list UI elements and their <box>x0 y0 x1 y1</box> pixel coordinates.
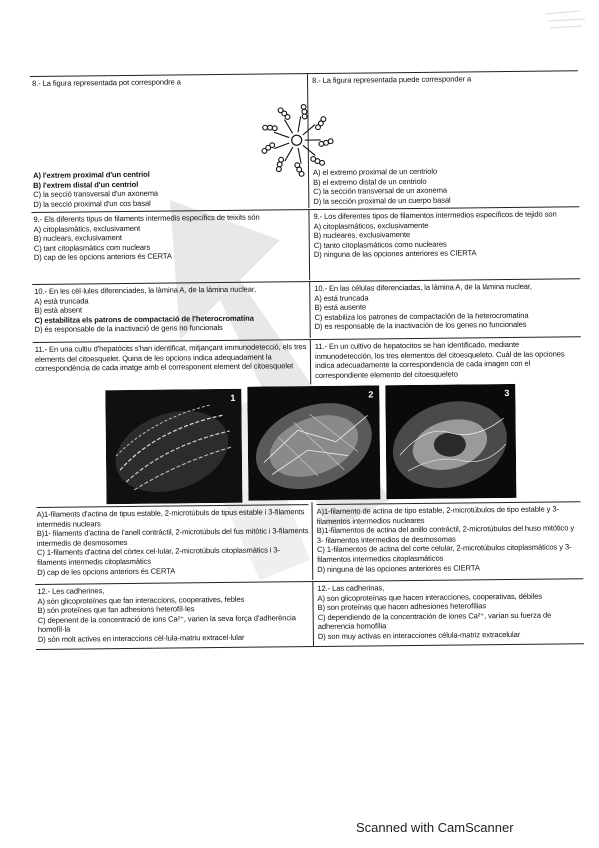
q8-right-stem: 8.- La figura representada puede corresponder a <box>312 74 472 86</box>
q8-left-options <box>33 168 305 209</box>
exam-sheet <box>30 70 584 650</box>
micrograph-2-label: 2 <box>368 389 374 400</box>
question-12-row <box>35 578 584 649</box>
q9-right-option-a: A) citoplasmáticos, exclusivamente <box>313 220 429 231</box>
q10-right-option-b: B) está ausente <box>314 302 367 313</box>
q12-right-option-b: B) son proteínas que hacen adhesiones heterofílias <box>317 601 487 613</box>
q11-right-option-d: D) ninguna de las opciones anteriores es CIERTA <box>317 562 480 574</box>
q9-left-option-c: C) tant citoplasmàtics com nuclears <box>33 242 151 253</box>
q10-left-option-c: C) estabilitza els patrons de compactació de l'heterocromatina <box>34 313 254 325</box>
q9-right <box>313 209 577 260</box>
triplet-microtubule <box>272 126 277 131</box>
q9-right-option-c: C) tanto citoplasmáticos como nucleares <box>313 239 447 250</box>
q11-right-stem: 11.- En un cultivo de hepatocitos se han identificado, mediante inmunodetección, los tres elementos del citoesqueleto. Cuál de las opciones indica adecuadamente la correspondencia de cada imagen con el correspondiente elemento del citoesqueleto <box>314 339 565 380</box>
q12-right-stem: 12.- Las cadherinas, <box>317 583 385 594</box>
q8-right-option-a: A) el extremo proximal de un centriolo <box>312 166 438 178</box>
q12-right <box>317 581 582 641</box>
camscanner-footer: Scanned with CamScanner <box>356 820 514 835</box>
column-divider <box>312 582 314 646</box>
q11-right-option-a: A)1-filamento de actina de tipo estable, 2-microtúbulos de tipo estable y 3-filamentos intermedios nucleares <box>316 504 559 526</box>
q8-left-option-a: A) l'extrem proximal d'un centriol <box>32 169 150 180</box>
q12-left-option-a: A) són glicoproteïnes que fan interaccions, cooperatives, febles <box>37 594 245 606</box>
q8-right-option-d: D) la sección proximal de un cuerpo basal <box>313 195 451 206</box>
centriole-spoke <box>303 145 315 155</box>
centriole-spoke <box>274 143 289 149</box>
q9-right-stem: 9.- Los diferentes tipos de filamentos intermedios específicos de tejido son <box>313 209 557 222</box>
q8-right-option-c: C) la sección transversal de un axonema <box>313 185 447 197</box>
q8-left-option-c: C) la secció transversal d'un axonema <box>33 188 159 200</box>
triplet-microtubule <box>263 125 268 130</box>
q8-left-option-b: B) l'extrem distal d'un centriol <box>33 179 139 190</box>
q12-right-option-d: D) son muy activas en interacciones célula-matriz extracelular <box>317 629 521 641</box>
q9-left-option-b: B) nuclears, exclusivament <box>33 233 122 244</box>
q11-left-option-a: A)1-filaments d'actina de tipus estable, 2-microtúbuls de tipus estable i 3-filaments intermedis nuclears <box>36 507 305 529</box>
q11-right-option-b: B)1-filamentos de actina del anillo contráctil, 2-microtúbulos del huso mitótico y 3- filamentos intermedios de desmosomas <box>316 523 575 545</box>
q12-right-option-c: C) dependiendo de la concentración de iones Ca²⁺, varían su fuerza de adherencia homofília <box>317 610 552 632</box>
q9-left-stem: 9.- Els diferents tipus de filaments intermedis específics de teixits són <box>33 212 260 224</box>
corner-scribble <box>540 6 590 36</box>
centriole-spoke <box>303 125 315 135</box>
triplet-microtubule <box>328 139 333 144</box>
q12-right-option-a: A) son glicoproteínas que hacen interacciones, cooperativas, débiles <box>317 591 543 603</box>
triplet-microtubule <box>319 142 324 147</box>
column-divider <box>310 340 311 384</box>
micrograph-1 <box>105 389 242 504</box>
q8-left-stem: 8.- La figura representada pot correspondre a <box>32 77 181 88</box>
triplet-microtubule <box>321 117 326 122</box>
triplet-microtubule <box>320 160 325 165</box>
centriole-spoke <box>284 119 292 133</box>
column-divider <box>308 210 310 280</box>
column-divider <box>311 502 313 580</box>
q9-left <box>33 212 305 263</box>
q8-right-options <box>313 165 577 206</box>
triplet-microtubule <box>277 162 282 167</box>
q10-left <box>34 284 306 335</box>
q10-right-option-c: C) estabiliza los patrones de compactación de la heterocromatina <box>314 310 529 322</box>
q8-left-option-d: D) la secció proximal d'un cos basal <box>33 198 151 209</box>
q9-left-option-a: A) citoplasmàtics, exclusivament <box>33 223 141 234</box>
triplet-microtubule <box>301 104 306 109</box>
column-divider <box>309 282 311 338</box>
micrograph-3-label: 3 <box>504 387 510 399</box>
q9-right-option-d: D) ninguna de las opciones anteriores es CIERTA <box>313 248 477 260</box>
micrograph-3 <box>385 384 516 499</box>
question-9-row <box>31 206 580 283</box>
q10-right-option-a: A) está truncada <box>314 293 369 303</box>
micrograph-2 <box>247 385 380 500</box>
question-10-row <box>32 278 581 341</box>
question-11-row <box>33 336 583 583</box>
q12-left-option-b: B) són proteïnes que fan adhesions heterofíl·les <box>37 604 195 616</box>
q9-right-option-b: B) nucleares, exclusivamente <box>313 230 411 241</box>
q10-left-option-b: B) està absent <box>34 305 83 316</box>
q11-left-options <box>37 504 310 577</box>
q11-left-option-c: C) 1-filaments d'actina del còrtex cel·lular, 2-microtúbuls citoplasmàtics i 3-filaments intermedis citoplasmàtics <box>36 545 280 567</box>
micrograph-1-label: 1 <box>230 392 236 403</box>
q12-left <box>37 584 310 644</box>
q11-left-stem: 11.- En una cultiu d'hepatòcits s'han identificat, mitjançant immunodetecció, els tres elements del citoesquelet. Quina de les opcions indica adequadament la correspondència de cada imatge amb el corresponent element del citoesquelet <box>34 342 307 374</box>
q11-right-option-c: C) 1-filamentos de actina del corte celular, 2-microtúbulos citoplasmáticos y 3-filamentos intermedios citoplasmáticos <box>316 542 572 564</box>
q10-left-option-a: A) està truncada <box>34 295 89 306</box>
table-bottom-border <box>36 643 584 650</box>
centriole-spoke <box>274 132 289 138</box>
q10-right <box>314 281 578 332</box>
question-8-row <box>30 70 579 211</box>
centriole-spoke <box>298 148 301 164</box>
q12-left-stem: 12.- Les cadherines, <box>37 586 105 596</box>
q10-right-stem: 10.- En las células diferenciadas, la lámina A, de la lámina nuclear, <box>314 281 532 294</box>
triplet-microtubule <box>268 125 273 130</box>
q8-right-option-b: B) el extremo distal de un centriolo <box>313 176 427 187</box>
centriole-spoke <box>285 147 293 161</box>
q10-left-option-d: D) és responsable de la inactivació de gens no funcionals <box>34 323 223 335</box>
triplet-microtubule <box>302 109 307 114</box>
q9-left-option-d: D) cap de les opcions anteriors és CERTA <box>33 251 172 263</box>
q12-left-option-d: D) són molt actives en interaccions cèl·lula-matriu extracel·lular <box>37 632 245 644</box>
q11-left-option-b: B)1- filaments d'actina de l'anell contràctil, 2-microtúbuls del fus mitòtic i 3-filaments intermedis de desmosomes <box>36 526 309 548</box>
q11-right-options <box>316 501 581 574</box>
q10-right-option-d: D) es responsable de la inactivación de los genes no funcionales <box>314 320 527 332</box>
triplet-microtubule <box>302 114 307 119</box>
triplet-microtubule <box>262 148 267 153</box>
q12-left-option-c: C) depenent de la concentració de ions Ca²⁺, varien la seva força d'adherència homofíl·la <box>37 613 296 635</box>
triplet-microtubule <box>278 108 283 113</box>
q10-left-stem: 10.- En les cèl·lules diferenciades, la làmina A, de la làmina nuclear, <box>34 284 256 296</box>
q11-left-option-d: D) cap de les opcions anteriors és CERTA <box>37 566 176 577</box>
centriole-spoke <box>298 117 301 133</box>
